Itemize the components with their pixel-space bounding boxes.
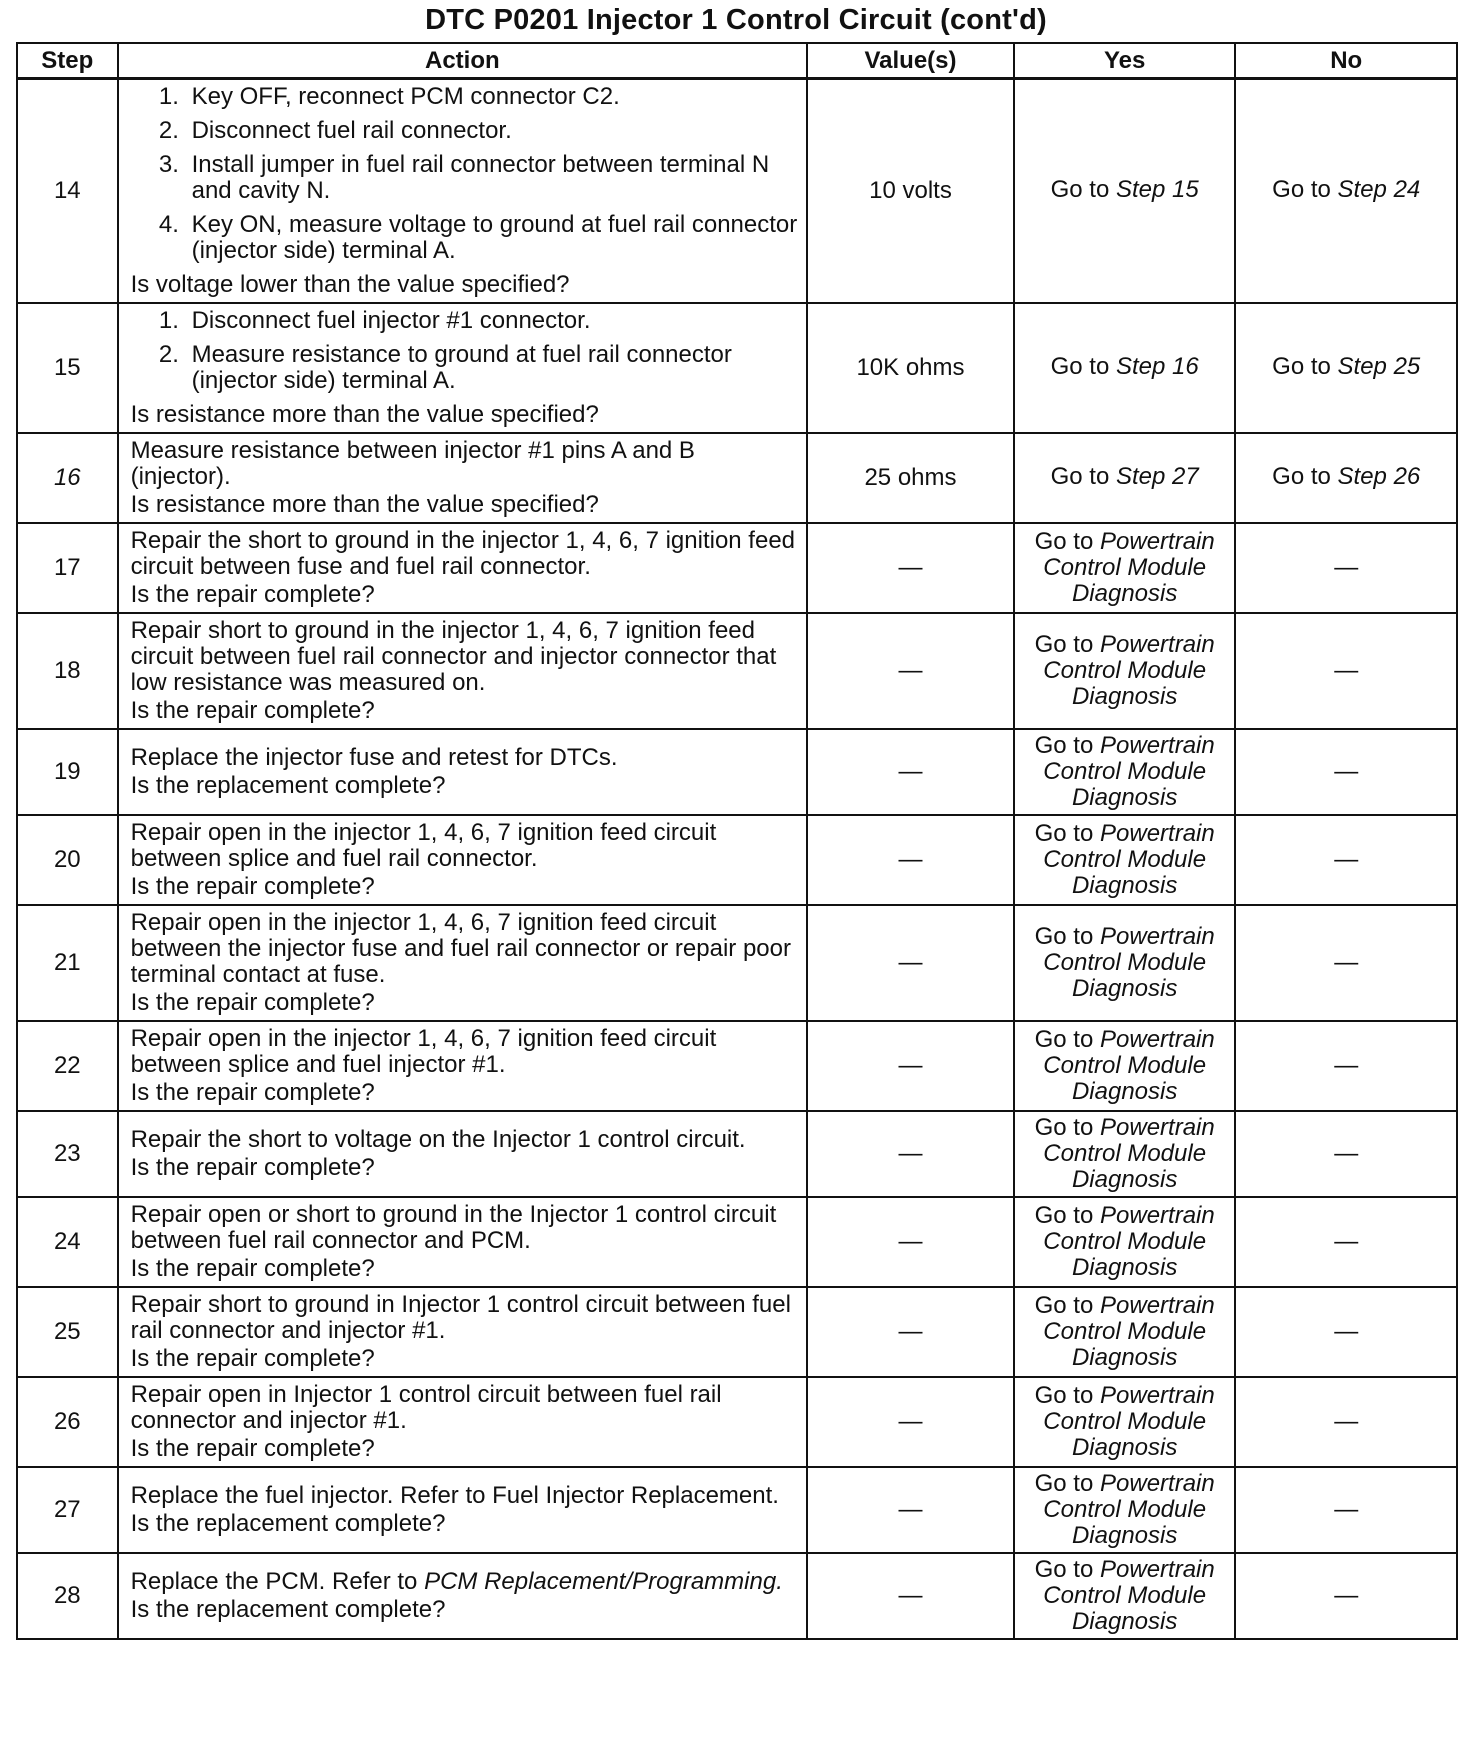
action-text: Repair open in the injector 1, 4, 6, 7 ignition feed circuit between splice and fuel injector #1. bbox=[130, 1025, 717, 1078]
step-number: 18 bbox=[17, 613, 118, 729]
action-step: 4. Key ON, measure voltage to ground at fuel rail connector (injector side) terminal A. bbox=[186, 212, 798, 264]
table-row bbox=[17, 433, 1457, 523]
goto-pcm-diagnosis-link[interactable] bbox=[1035, 1115, 1215, 1193]
value-cell: 10K ohms bbox=[807, 303, 1014, 433]
goto-pcm-diagnosis-link[interactable] bbox=[1035, 924, 1215, 1002]
value-cell: — bbox=[807, 905, 1014, 1021]
no-cell bbox=[1235, 433, 1457, 523]
action-question: Is the replacement complete? bbox=[130, 772, 446, 799]
goto-pcm-diagnosis-link[interactable] bbox=[1035, 1557, 1215, 1635]
goto-step-link[interactable]: Step 25 bbox=[1337, 352, 1421, 380]
goto-label: Go to bbox=[1034, 1201, 1094, 1229]
action-text: Replace the fuel injector. Refer to Fuel Injector Replacement. bbox=[130, 1482, 779, 1509]
pcm-line-1: Powertrain bbox=[1100, 1025, 1215, 1053]
pcm-line-3: Diagnosis bbox=[1071, 1607, 1178, 1635]
value-cell: — bbox=[807, 1553, 1014, 1639]
step-number: 14 bbox=[17, 79, 118, 304]
pcm-line-1: Powertrain bbox=[1100, 922, 1215, 950]
action-cell bbox=[118, 1553, 807, 1639]
action-question: Is voltage lower than the value specified? bbox=[130, 271, 570, 298]
goto-label: Go to bbox=[1034, 731, 1094, 759]
table-row bbox=[17, 1377, 1457, 1467]
value-cell: — bbox=[807, 729, 1014, 815]
table-row bbox=[17, 523, 1457, 613]
step-number: 17 bbox=[17, 523, 118, 613]
goto-label: Go to bbox=[1034, 1469, 1094, 1497]
goto-label: Go to bbox=[1034, 630, 1094, 658]
action-cell bbox=[118, 815, 807, 905]
no-cell: — bbox=[1235, 1377, 1457, 1467]
action-text: Repair open in the injector 1, 4, 6, 7 ignition feed circuit between splice and fuel rail connector. bbox=[130, 819, 717, 872]
action-cell bbox=[118, 1197, 807, 1287]
goto-label: Go to bbox=[1034, 1291, 1094, 1319]
value-cell: — bbox=[807, 815, 1014, 905]
step-number: 22 bbox=[17, 1021, 118, 1111]
action-cell bbox=[118, 79, 807, 304]
step-number: 27 bbox=[17, 1467, 118, 1553]
pcm-line-2: Control Module bbox=[1043, 553, 1207, 581]
table-row bbox=[17, 815, 1457, 905]
no-cell: — bbox=[1235, 815, 1457, 905]
yes-cell bbox=[1014, 815, 1236, 905]
pcm-line-2: Control Module bbox=[1043, 1581, 1207, 1609]
table-row bbox=[17, 1197, 1457, 1287]
step-number: 16 bbox=[17, 433, 118, 523]
yes-cell bbox=[1014, 79, 1236, 304]
pcm-line-3: Diagnosis bbox=[1071, 871, 1178, 899]
goto-pcm-diagnosis-link[interactable] bbox=[1035, 733, 1215, 811]
action-cell bbox=[118, 1467, 807, 1553]
pcm-line-3: Diagnosis bbox=[1071, 783, 1178, 811]
yes-cell bbox=[1014, 303, 1236, 433]
yes-cell bbox=[1014, 729, 1236, 815]
action-text: Repair open in Injector 1 control circuit between fuel rail connector and injector #1. bbox=[130, 1381, 722, 1434]
table-row bbox=[17, 1021, 1457, 1111]
action-steps bbox=[131, 84, 798, 264]
action-cell bbox=[118, 1287, 807, 1377]
goto-step-link[interactable]: Step 26 bbox=[1337, 462, 1421, 490]
action-text: Repair short to ground in Injector 1 control circuit between fuel rail connector and injector #1. bbox=[130, 1291, 791, 1344]
pcm-line-1: Powertrain bbox=[1100, 1469, 1215, 1497]
pcm-line-3: Diagnosis bbox=[1071, 682, 1178, 710]
action-step: 2. Disconnect fuel rail connector. bbox=[186, 118, 798, 144]
step-number: 23 bbox=[17, 1111, 118, 1197]
header-action: Action bbox=[118, 43, 807, 79]
value-cell: — bbox=[807, 1197, 1014, 1287]
pcm-line-3: Diagnosis bbox=[1071, 1433, 1178, 1461]
table-row bbox=[17, 1111, 1457, 1197]
yes-cell bbox=[1014, 1553, 1236, 1639]
yes-cell bbox=[1014, 1111, 1236, 1197]
action-cell bbox=[118, 613, 807, 729]
step-number: 28 bbox=[17, 1553, 118, 1639]
action-step: 1. Disconnect fuel injector #1 connector. bbox=[186, 308, 798, 334]
pcm-line-2: Control Module bbox=[1043, 1227, 1207, 1255]
action-cell bbox=[118, 433, 807, 523]
no-cell: — bbox=[1235, 905, 1457, 1021]
pcm-line-1: Powertrain bbox=[1100, 527, 1215, 555]
value-cell: — bbox=[807, 1021, 1014, 1111]
pcm-line-2: Control Module bbox=[1043, 845, 1207, 873]
goto-pcm-diagnosis-link[interactable] bbox=[1035, 1383, 1215, 1461]
action-text: Replace the injector fuse and retest for DTCs. bbox=[130, 744, 618, 771]
goto-step-link[interactable]: Step 27 bbox=[1115, 462, 1199, 490]
action-question: Is the repair complete? bbox=[130, 1435, 375, 1462]
yes-cell bbox=[1014, 905, 1236, 1021]
action-cell bbox=[118, 729, 807, 815]
pcm-line-2: Control Module bbox=[1043, 656, 1207, 684]
diagnostic-table bbox=[16, 42, 1458, 1640]
header-no: No bbox=[1235, 43, 1457, 79]
pcm-line-3: Diagnosis bbox=[1071, 1165, 1178, 1193]
goto-label: Go to bbox=[1272, 175, 1331, 203]
step-number: 15 bbox=[17, 303, 118, 433]
action-text-pre: Replace the PCM. Refer to bbox=[130, 1568, 418, 1595]
goto-label: Go to bbox=[1034, 1025, 1094, 1053]
value-cell: 25 ohms bbox=[807, 433, 1014, 523]
no-cell: — bbox=[1235, 1287, 1457, 1377]
table-row bbox=[17, 729, 1457, 815]
table-header-row bbox=[17, 43, 1457, 79]
pcm-line-1: Powertrain bbox=[1100, 1381, 1215, 1409]
action-question: Is the repair complete? bbox=[130, 1345, 375, 1372]
action-question: Is the repair complete? bbox=[130, 989, 375, 1016]
header-values: Value(s) bbox=[807, 43, 1014, 79]
goto-pcm-diagnosis-link[interactable] bbox=[1035, 1471, 1215, 1549]
action-question: Is the repair complete? bbox=[130, 581, 375, 608]
no-cell: — bbox=[1235, 1111, 1457, 1197]
goto-label: Go to bbox=[1034, 527, 1094, 555]
yes-cell bbox=[1014, 523, 1236, 613]
value-cell: — bbox=[807, 523, 1014, 613]
goto-label: Go to bbox=[1034, 1381, 1094, 1409]
action-text: Repair open in the injector 1, 4, 6, 7 ignition feed circuit between the injector fuse and fuel rail connector or repair poor terminal contact at fuse. bbox=[130, 909, 791, 988]
step-number: 26 bbox=[17, 1377, 118, 1467]
pcm-line-3: Diagnosis bbox=[1071, 1521, 1178, 1549]
yes-cell bbox=[1014, 1197, 1236, 1287]
action-cell bbox=[118, 1021, 807, 1111]
action-step: 3. Install jumper in fuel rail connector between terminal N and cavity N. bbox=[186, 152, 798, 204]
action-cell bbox=[118, 905, 807, 1021]
pcm-line-1: Powertrain bbox=[1100, 1113, 1215, 1141]
pcm-line-3: Diagnosis bbox=[1071, 1253, 1178, 1281]
action-text: Measure resistance between injector #1 pins A and B (injector). bbox=[130, 437, 695, 490]
pcm-line-3: Diagnosis bbox=[1071, 1077, 1178, 1105]
no-cell: — bbox=[1235, 1467, 1457, 1553]
pcm-line-2: Control Module bbox=[1043, 757, 1207, 785]
goto-label: Go to bbox=[1034, 1555, 1094, 1583]
goto-label: Go to bbox=[1034, 922, 1094, 950]
action-question: Is the replacement complete? bbox=[130, 1596, 446, 1623]
no-cell: — bbox=[1235, 1197, 1457, 1287]
goto-step-link[interactable]: Step 24 bbox=[1337, 175, 1421, 203]
step-number: 21 bbox=[17, 905, 118, 1021]
header-yes: Yes bbox=[1014, 43, 1236, 79]
action-text: Repair the short to voltage on the Injector 1 control circuit. bbox=[130, 1126, 746, 1153]
pcm-line-2: Control Module bbox=[1043, 948, 1207, 976]
table-row bbox=[17, 613, 1457, 729]
table-row bbox=[17, 1553, 1457, 1639]
pcm-line-1: Powertrain bbox=[1100, 819, 1215, 847]
pcm-line-2: Control Module bbox=[1043, 1051, 1207, 1079]
no-cell bbox=[1235, 303, 1457, 433]
pcm-line-3: Diagnosis bbox=[1071, 974, 1178, 1002]
goto-pcm-diagnosis-link[interactable] bbox=[1035, 632, 1215, 710]
no-cell: — bbox=[1235, 613, 1457, 729]
pcm-line-1: Powertrain bbox=[1100, 1291, 1215, 1319]
pcm-line-2: Control Module bbox=[1043, 1495, 1207, 1523]
pcm-replacement-link[interactable]: PCM Replacement/Programming. bbox=[424, 1568, 783, 1595]
action-question: Is the repair complete? bbox=[130, 1255, 375, 1282]
goto-pcm-diagnosis-link[interactable] bbox=[1035, 529, 1215, 607]
action-text: Repair open or short to ground in the Injector 1 control circuit between fuel rail connector and PCM. bbox=[130, 1201, 777, 1254]
pcm-line-2: Control Module bbox=[1043, 1139, 1207, 1167]
pcm-line-1: Powertrain bbox=[1100, 1201, 1215, 1229]
step-number: 19 bbox=[17, 729, 118, 815]
no-cell: — bbox=[1235, 1021, 1457, 1111]
goto-label: Go to bbox=[1272, 462, 1331, 490]
action-question: Is the repair complete? bbox=[130, 1079, 375, 1106]
yes-cell bbox=[1014, 1021, 1236, 1111]
table-row bbox=[17, 303, 1457, 433]
no-cell: — bbox=[1235, 729, 1457, 815]
no-cell: — bbox=[1235, 1553, 1457, 1639]
goto-step-link[interactable]: Step 15 bbox=[1115, 175, 1199, 203]
goto-label: Go to bbox=[1050, 175, 1110, 203]
pcm-line-1: Powertrain bbox=[1100, 731, 1215, 759]
table-row bbox=[17, 905, 1457, 1021]
action-step: 1. Key OFF, reconnect PCM connector C2. bbox=[186, 84, 798, 110]
goto-label: Go to bbox=[1034, 819, 1094, 847]
goto-pcm-diagnosis-link[interactable] bbox=[1035, 1293, 1215, 1371]
pcm-line-2: Control Module bbox=[1043, 1407, 1207, 1435]
action-text bbox=[131, 1569, 798, 1595]
action-cell bbox=[118, 303, 807, 433]
goto-label: Go to bbox=[1034, 1113, 1094, 1141]
yes-cell bbox=[1014, 1467, 1236, 1553]
header-step: Step bbox=[17, 43, 118, 79]
pcm-line-2: Control Module bbox=[1043, 1317, 1207, 1345]
action-question: Is the repair complete? bbox=[130, 1154, 375, 1181]
value-cell: 10 volts bbox=[807, 79, 1014, 304]
yes-cell bbox=[1014, 433, 1236, 523]
goto-step-link[interactable]: Step 16 bbox=[1115, 352, 1199, 380]
value-cell: — bbox=[807, 1287, 1014, 1377]
action-steps bbox=[131, 308, 798, 394]
goto-label: Go to bbox=[1050, 352, 1110, 380]
action-cell bbox=[118, 1111, 807, 1197]
goto-pcm-diagnosis-link[interactable] bbox=[1035, 1027, 1215, 1105]
value-cell: — bbox=[807, 1467, 1014, 1553]
yes-cell bbox=[1014, 1287, 1236, 1377]
page-title: DTC P0201 Injector 1 Control Circuit (cont'd) bbox=[425, 4, 1047, 36]
action-text: Repair short to ground in the injector 1, 4, 6, 7 ignition feed circuit between fuel rail connector and injector connector that low resistance was measured on. bbox=[130, 617, 777, 696]
no-cell bbox=[1235, 79, 1457, 304]
table-row bbox=[17, 1287, 1457, 1377]
yes-cell bbox=[1014, 613, 1236, 729]
value-cell: — bbox=[807, 613, 1014, 729]
action-question: Is the replacement complete? bbox=[130, 1510, 446, 1537]
action-question: Is resistance more than the value specified? bbox=[130, 491, 599, 518]
goto-label: Go to bbox=[1050, 462, 1110, 490]
value-cell: — bbox=[807, 1111, 1014, 1197]
step-number: 20 bbox=[17, 815, 118, 905]
action-question: Is the repair complete? bbox=[130, 697, 375, 724]
step-number: 25 bbox=[17, 1287, 118, 1377]
pcm-line-1: Powertrain bbox=[1100, 1555, 1215, 1583]
goto-pcm-diagnosis-link[interactable] bbox=[1035, 821, 1215, 899]
table-row bbox=[17, 1467, 1457, 1553]
pcm-line-3: Diagnosis bbox=[1071, 579, 1178, 607]
step-number: 24 bbox=[17, 1197, 118, 1287]
pcm-line-3: Diagnosis bbox=[1071, 1343, 1178, 1371]
action-question: Is the repair complete? bbox=[130, 873, 375, 900]
action-step: 2. Measure resistance to ground at fuel rail connector (injector side) terminal A. bbox=[186, 342, 798, 394]
pcm-line-1: Powertrain bbox=[1100, 630, 1215, 658]
no-cell: — bbox=[1235, 523, 1457, 613]
action-text: Repair the short to ground in the injector 1, 4, 6, 7 ignition feed circuit between fuse and fuel rail connector. bbox=[130, 527, 796, 580]
action-question: Is resistance more than the value specified? bbox=[130, 401, 599, 428]
goto-pcm-diagnosis-link[interactable] bbox=[1035, 1203, 1215, 1281]
goto-label: Go to bbox=[1272, 352, 1331, 380]
table-row bbox=[17, 79, 1457, 304]
action-cell bbox=[118, 523, 807, 613]
action-cell bbox=[118, 1377, 807, 1467]
value-cell: — bbox=[807, 1377, 1014, 1467]
yes-cell bbox=[1014, 1377, 1236, 1467]
